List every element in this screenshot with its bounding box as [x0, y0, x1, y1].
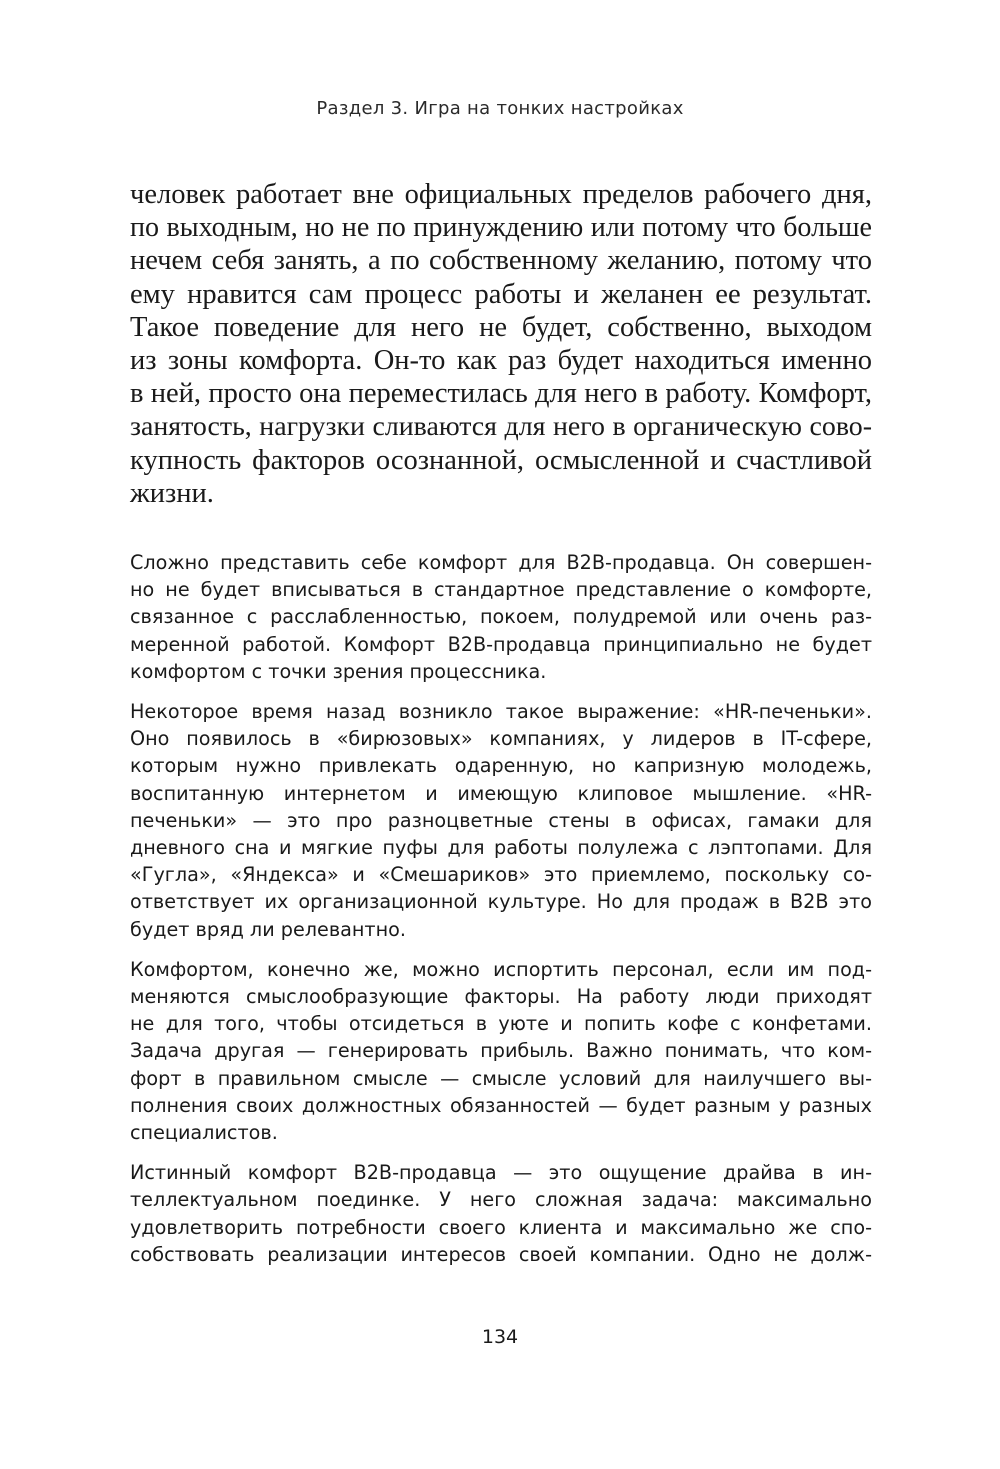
text-line: Оно появилось в «бирюзовых» компаниях, у лидеров в IT-сфере, — [130, 727, 872, 751]
paragraph — [130, 1159, 872, 1268]
text-line: которым нужно привлекать одаренную, но капризную молодежь, — [130, 754, 872, 778]
text-line: ответствует их организационной культуре. Но для продаж в B2B это — [130, 890, 872, 914]
quote-line: Такое поведение для него не будет, собственно, выходом — [130, 311, 872, 343]
text-line: Некоторое время назад возникло такое выражение: «HR-печеньки». — [130, 700, 872, 724]
text-line: Комфортом, конечно же, можно испортить персонал, если им под- — [130, 957, 872, 981]
text-line: не для того, чтобы отсидеться в уюте и попить кофе с конфетами. — [130, 1012, 872, 1036]
text-line: Истинный комфорт B2B-продавца — это ощущение драйва в ин- — [130, 1161, 872, 1185]
text-line: форт в правильном смысле — смысле условий для наилучшего вы- — [130, 1066, 872, 1090]
text-line: печеньки» — это про разноцветные стены в офисах, гамаки для — [130, 808, 872, 832]
quote-line: человек работает вне официальных пределов рабочего дня, — [130, 179, 872, 210]
paragraph — [130, 956, 872, 1146]
text-line: воспитанную интернетом и имеющую клиповое мышление. «HR- — [130, 781, 872, 805]
text-line: будет вряд ли релевантно. — [130, 917, 406, 941]
text-line: связанное с расслабленностью, покоем, полудремой или очень раз- — [130, 605, 872, 629]
running-head: Раздел 3. Игра на тонких настройках — [316, 98, 684, 119]
page-number: 134 — [481, 1326, 519, 1348]
quote-block — [130, 178, 872, 510]
paragraph — [130, 698, 872, 943]
text-line: комфортом с точки зрения процессника. — [130, 659, 547, 683]
text-line: специалистов. — [130, 1121, 278, 1145]
quote-line: ему нравится сам процесс работы и желанен ее результат. — [130, 278, 872, 310]
text-line: но не будет вписываться в стандартное представление о комфорте, — [130, 578, 872, 602]
paragraph — [130, 549, 872, 685]
quote-line: занятость, нагрузки сливаются для него в органическую сово- — [130, 411, 872, 443]
quote-line: жизни. — [130, 477, 214, 509]
text-line: удовлетворить потребности своего клиента и максимально же спо- — [130, 1215, 872, 1239]
text-line: теллектуальном поединке. У него сложная задача: максимально — [130, 1188, 872, 1212]
text-line: меняются смыслообразующие факторы. На работу люди приходят — [130, 985, 872, 1009]
quote-line: по выходным, но не по принуждению или потому что больше — [130, 212, 872, 244]
text-line: Сложно представить себе комфорт для B2B-продавца. Он совершен- — [130, 551, 872, 574]
text-line: «Гугла», «Яндекса» и «Смешариков» это приемлемо, поскольку со- — [130, 863, 872, 887]
text-line: меренной работой. Комфорт B2B-продавца принципиально не будет — [130, 632, 872, 656]
text-line: дневного сна и мягкие пуфы для работы полулежа с лэптопами. Для — [130, 836, 872, 860]
quote-line: в ней, просто она переместилась для него в работу. Комфорт, — [130, 378, 872, 410]
text-line: Задача другая — генерировать прибыль. Важно понимать, что ком- — [130, 1039, 872, 1063]
quote-line: купность факторов осознанной, осмысленной и счастливой — [130, 444, 872, 476]
quote-line: из зоны комфорта. Он-то как раз будет находиться именно — [130, 345, 872, 377]
quote-line: нечем себя занять, а по собственному желанию, потому что — [130, 245, 872, 277]
text-line: полнения своих должностных обязанностей — будет разным у разных — [130, 1093, 872, 1117]
body-text — [130, 549, 872, 1281]
text-line: собствовать реализации интересов своей компании. Одно не долж- — [130, 1242, 872, 1266]
